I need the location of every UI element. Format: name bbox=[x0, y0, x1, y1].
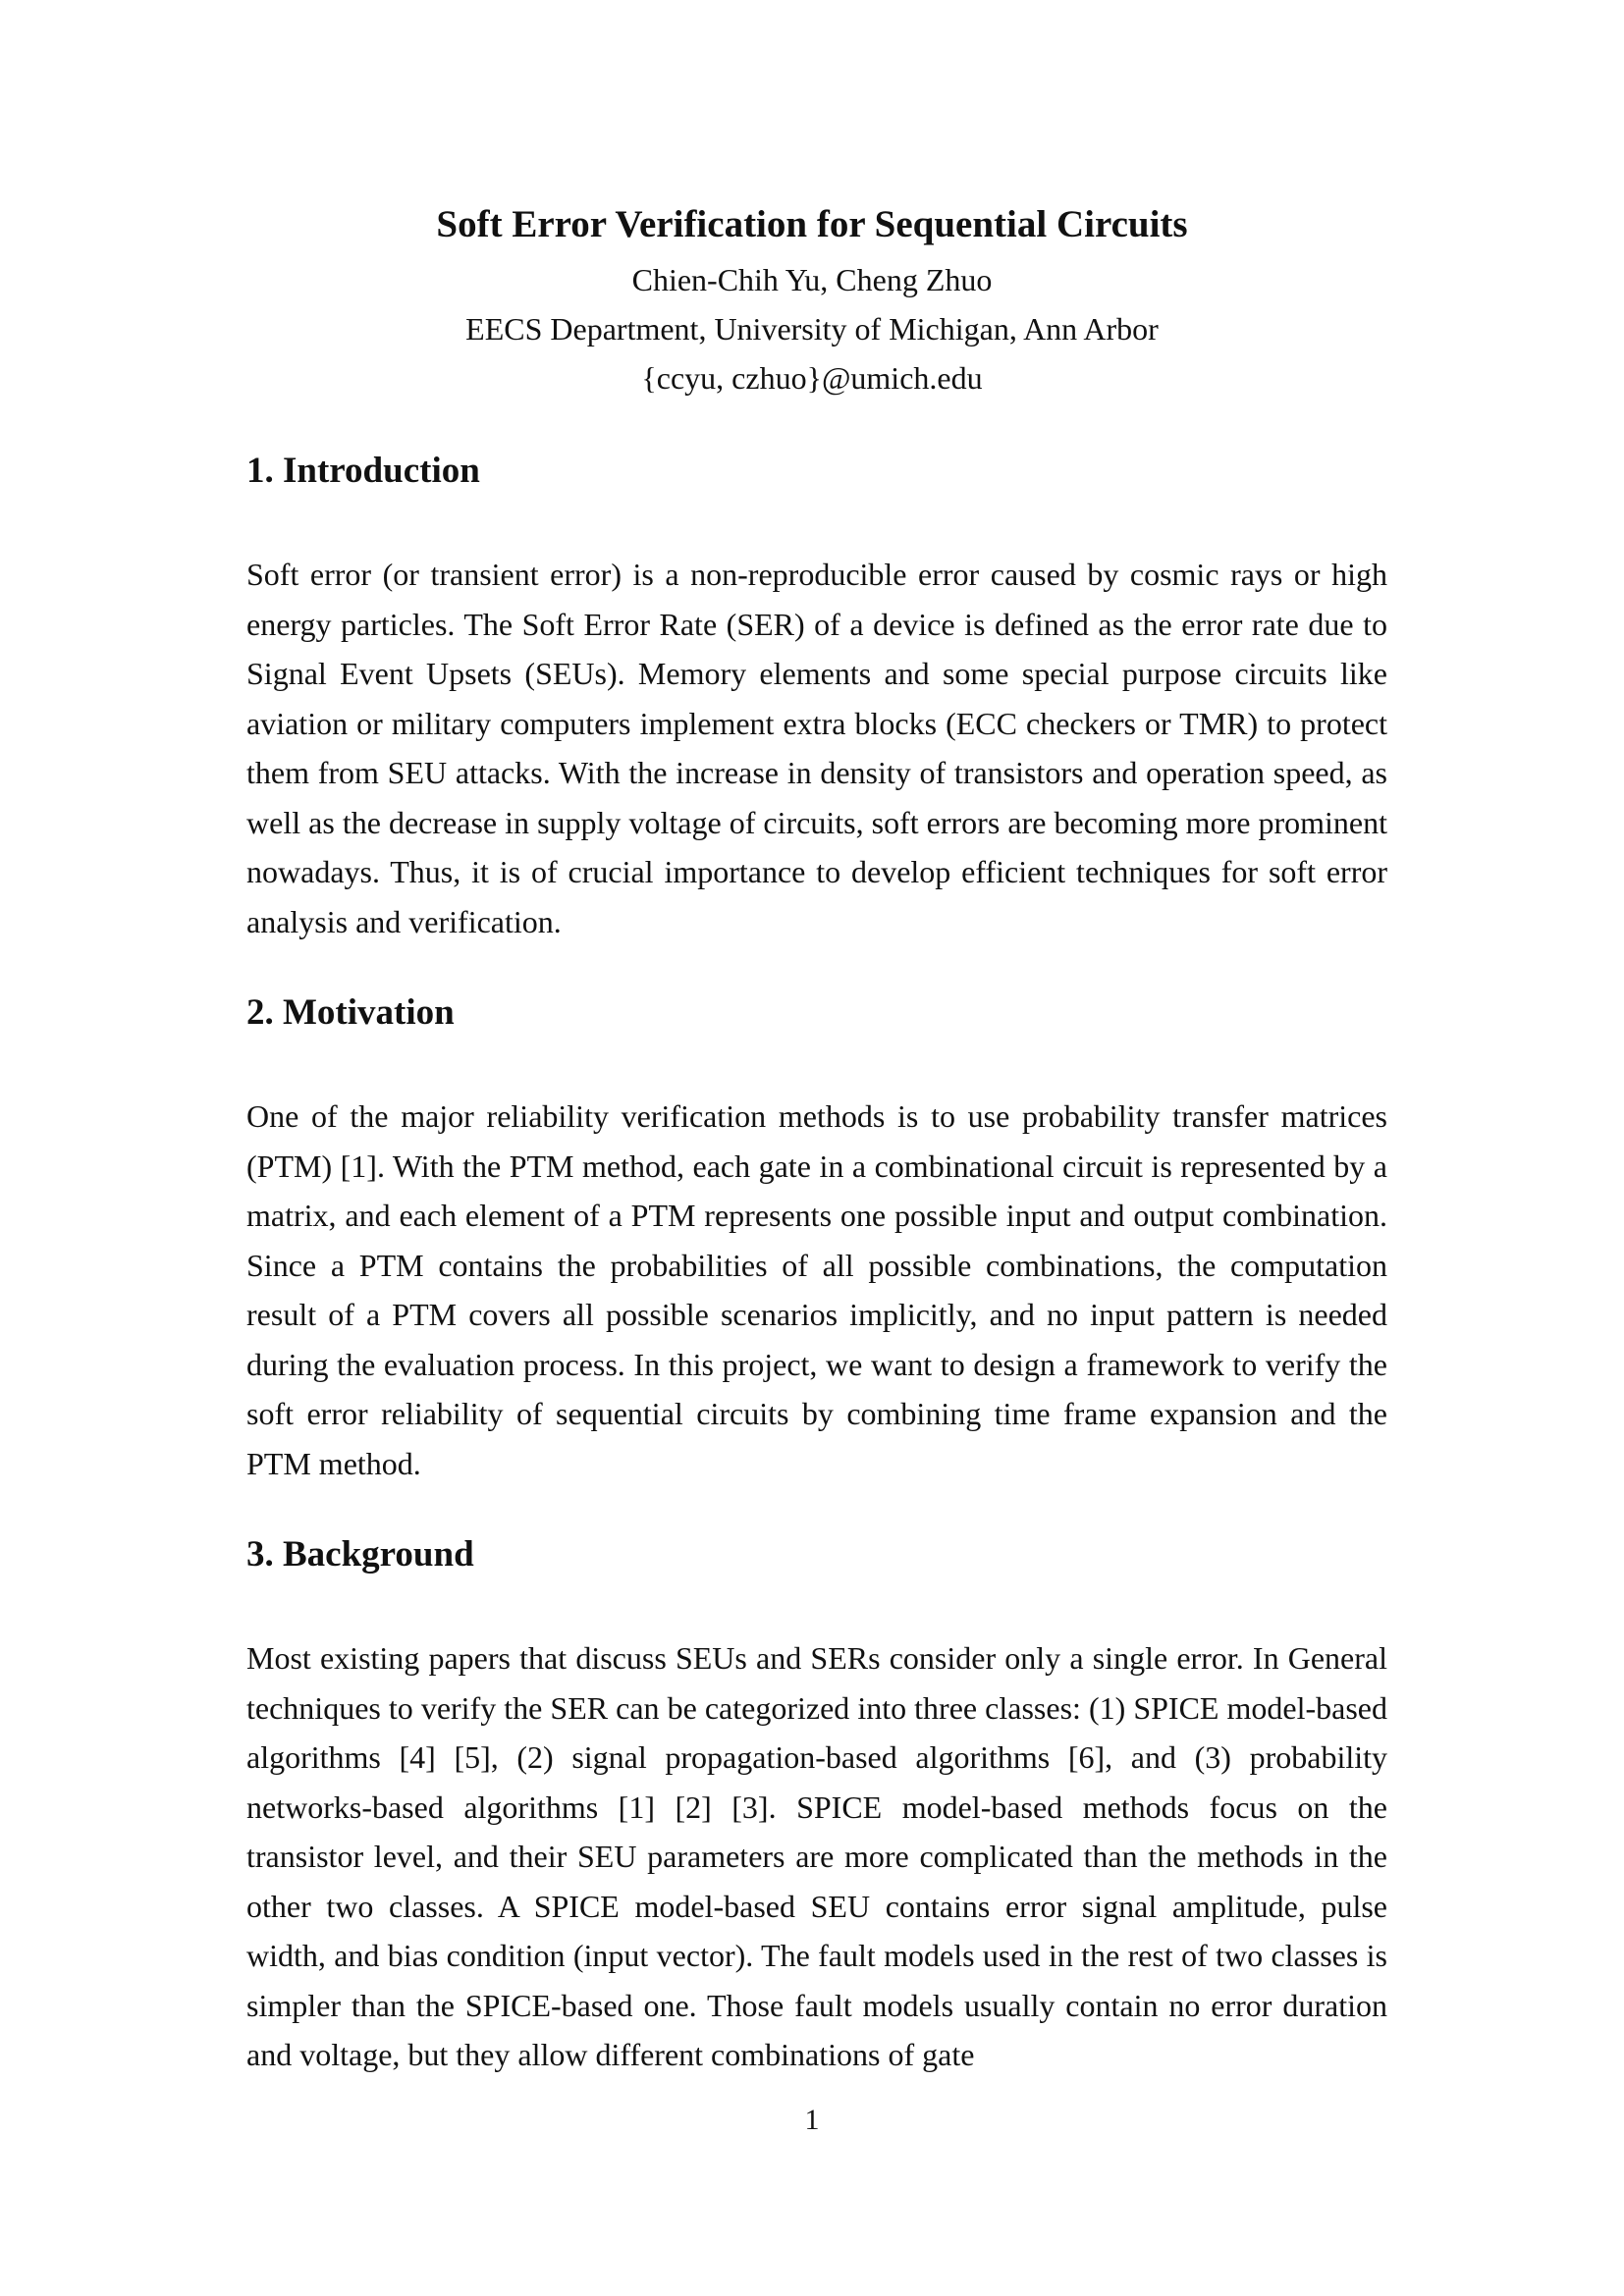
page-number: 1 bbox=[804, 2104, 820, 2136]
section-body: Soft error (or transient error) is a non-reproducible error caused by cosmic rays or high energy particles. The Soft Error Rate (SER) of a device is defined as the error rate due to Signal Event Upsets (SEUs). Memory elements and some special purpose circuits like aviation or military computers implement extra blocks (ECC checkers or TMR) to protect them from SEU attacks. With the increase in density of transistors and operation speed, as well as the decrease in supply voltage of circuits, soft errors are becoming more prominent nowadays. Thus, it is of crucial importance to develop efficient techniques for soft error analysis and verification. bbox=[246, 557, 1387, 939]
section-heading: 2. Motivation bbox=[246, 992, 455, 1033]
section-heading: 3. Background bbox=[246, 1534, 474, 1575]
section-introduction bbox=[246, 448, 1387, 946]
section-background bbox=[246, 1531, 1387, 2080]
paper-authors: Chien-Chih Yu, Cheng Zhuo bbox=[631, 262, 993, 297]
section-motivation bbox=[246, 989, 1387, 1488]
section-heading: 1. Introduction bbox=[246, 451, 480, 491]
paper-header bbox=[0, 194, 1624, 402]
section-body: One of the major reliability verification methods is to use probability transfer matrices (PTM) [1]. With the PTM method, each gate in a combinational circuit is represented by a matrix, and each element of a PTM represents one possible input and output combination. Since a PTM contains the probabilities of all possible combinations, the computation result of a PTM covers all possible scenarios implicitly, and no input pattern is needed during the evaluation process. In this project, we want to design a framework to verify the soft error reliability of sequential circuits by combining time frame expansion and the PTM method. bbox=[246, 1098, 1387, 1481]
paper-affiliation: EECS Department, University of Michigan, Ann Arbor bbox=[465, 311, 1159, 347]
section-body: Most existing papers that discuss SEUs and SERs consider only a single error. In General techniques to verify the SER can be categorized into three classes: (1) SPICE model-based algorithms [4] [5], (2) signal propagation-based algorithms [6], and (3) probability networks-based algorithms [1] [2] [3]. SPICE model-based methods focus on the transistor level, and their SEU parameters are more complicated than the methods in the other two classes. A SPICE model-based SEU contains error signal amplitude, pulse width, and bias condition (input vector). The fault models used in the rest of two classes is simpler than the SPICE-based one. Those fault models usually contain no error duration and voltage, but they allow different combinations of gate bbox=[246, 1640, 1387, 2072]
paper-email: {ccyu, czhuo}@umich.edu bbox=[641, 360, 983, 396]
paper-title: Soft Error Verification for Sequential Circuits bbox=[436, 203, 1188, 245]
